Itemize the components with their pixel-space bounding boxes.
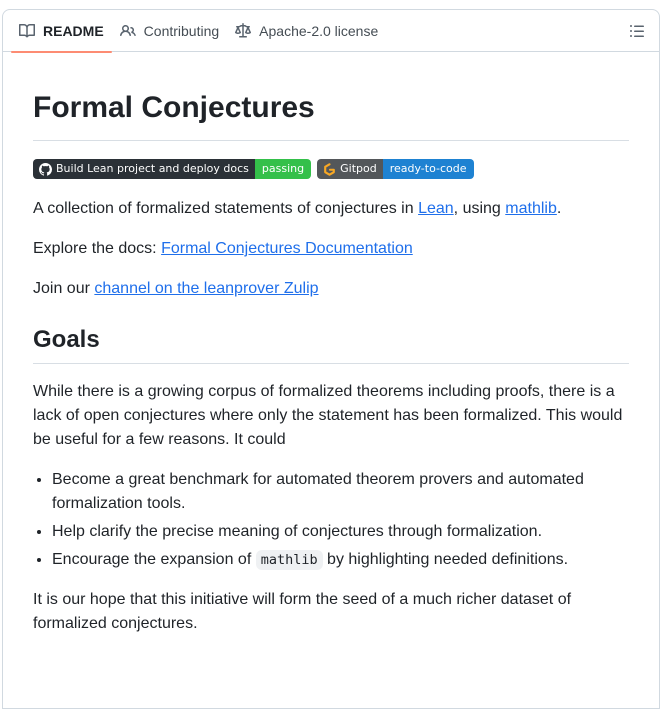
docs-text: Explore the docs:	[33, 240, 162, 257]
lean-link[interactable]: Lean	[418, 200, 454, 217]
goals-list	[33, 468, 629, 572]
law-icon	[235, 23, 251, 39]
badge-status: ready-to-code	[383, 159, 474, 179]
intro-paragraph	[33, 197, 629, 221]
page-title: Formal Conjectures	[33, 88, 629, 141]
people-icon	[120, 23, 136, 39]
bullet-text: by highlighting needed definitions.	[322, 551, 569, 568]
badges-row	[33, 157, 629, 181]
tab-license-label: Apache-2.0 license	[259, 22, 379, 39]
badge-label: Build Lean project and deploy docs	[56, 162, 249, 175]
list-item: • Help clarify the precise meaning of conjectures through formalization.	[52, 520, 629, 544]
zulip-link[interactable]: channel on the leanprover Zulip	[94, 280, 319, 297]
docs-link[interactable]: Formal Conjectures Documentation	[161, 240, 413, 257]
zulip-paragraph	[33, 277, 629, 301]
book-icon	[19, 23, 35, 39]
docs-paragraph	[33, 237, 629, 261]
outline-button[interactable]	[623, 17, 651, 45]
gitpod-icon	[323, 163, 336, 176]
goals-paragraph: While there is a growing corpus of formalized theorems including proofs, there is a lack of open conjectures where only the statement has been formalized. This would be useful for a few reasons. It could	[33, 383, 623, 448]
tab-license[interactable]	[227, 16, 386, 46]
badge-label: Gitpod	[340, 162, 377, 175]
list-item	[52, 548, 629, 572]
mathlib-link[interactable]: mathlib	[505, 200, 557, 217]
list-item: • Become a great benchmark for automated theorem provers and automated formalization tools.	[52, 468, 629, 516]
closing-paragraph: It is our hope that this initiative will form the seed of a much richer dataset of formalized conjectures.	[33, 591, 572, 632]
intro-text: A collection of formalized statements of conjectures in	[33, 200, 419, 217]
bullet-text: Encourage the expansion of	[52, 551, 256, 568]
build-status-badge[interactable]	[33, 159, 311, 179]
zulip-text: Join our	[33, 280, 95, 297]
file-tabbar	[3, 10, 659, 52]
github-icon	[39, 163, 52, 176]
intro-text: .	[556, 200, 562, 217]
gitpod-badge[interactable]	[317, 159, 473, 179]
tab-contributing[interactable]	[112, 16, 228, 46]
tab-readme[interactable]	[11, 16, 112, 46]
readme-card	[2, 9, 660, 709]
intro-text: , using	[453, 200, 506, 217]
inline-code: mathlib	[256, 550, 323, 570]
tab-readme-label: README	[43, 22, 104, 39]
readme-content	[3, 52, 659, 636]
goals-heading: Goals	[33, 325, 629, 364]
tab-contributing-label: Contributing	[143, 22, 220, 39]
list-unordered-icon	[629, 23, 645, 39]
badge-status: passing	[255, 159, 311, 179]
